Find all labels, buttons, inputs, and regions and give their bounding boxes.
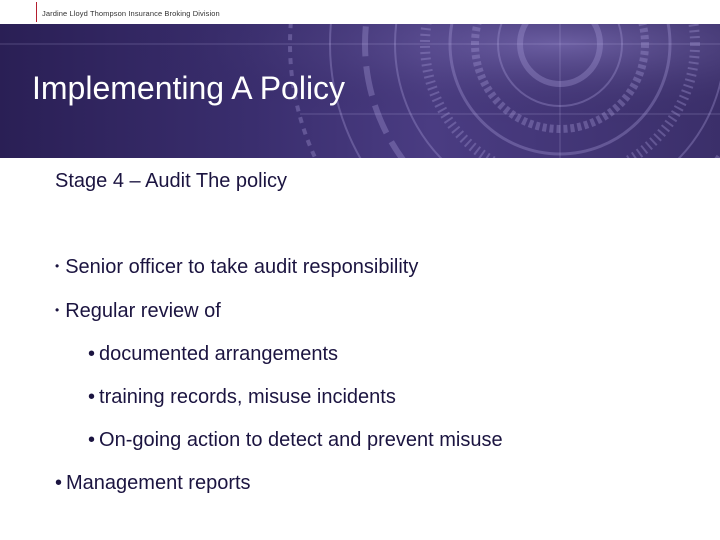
accent-rule [36,2,37,22]
bullet-marker: • [88,429,96,451]
bullet-text: documented arrangements [99,343,339,365]
bullet-senior-officer [55,256,418,279]
bullet-text: On-going action to detect and prevent misuse [99,429,503,451]
slide-subtitle: Stage 4 – Audit The policy [55,170,288,192]
top-bar [0,0,720,24]
bullet-documented-arrangements [88,343,338,366]
bullet-text: Senior officer to take audit responsibility [65,256,419,278]
bullet-marker: • [88,386,96,408]
bullet-marker: • [88,343,96,365]
bullet-marker: • [55,303,60,317]
bullet-text: training records, misuse incidents [99,386,396,408]
bullet-training-records [88,386,396,409]
bullet-text: Regular review of [65,300,221,322]
bullet-management-reports [55,472,251,495]
title-banner [0,24,720,158]
bullet-text: Management reports [66,472,251,494]
bullet-marker: • [55,472,63,494]
division-label: Jardine Lloyd Thompson Insurance Broking Division [42,9,220,18]
bullet-ongoing-action [88,429,503,452]
bullet-marker: • [55,259,60,273]
slide-title: Implementing A Policy [32,70,346,106]
bullet-regular-review [55,300,221,323]
